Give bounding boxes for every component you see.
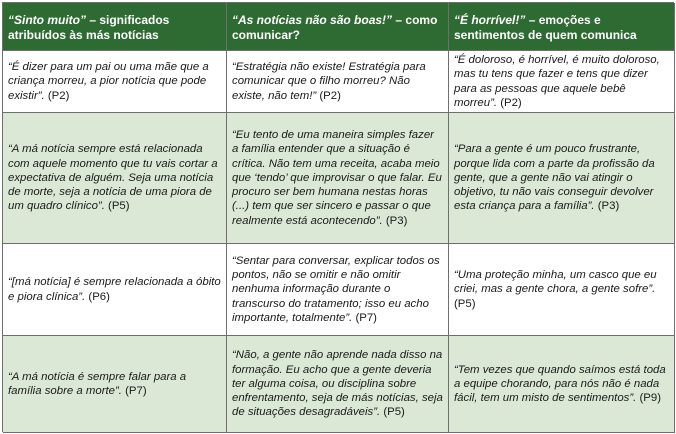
quote-text: “A má notícia sempre está relacionada com aquele momento que tu vais cortar a expectativa de alguém. Seja uma notícia de morte, seja a notícia de uma piora de um quadro clínico”. <box>8 143 218 213</box>
quote-text: “É dizer para um pai ou uma mãe que a criança morreu, a pior notícia que pode existir”. <box>8 61 209 102</box>
table-cell <box>3 113 227 244</box>
quote-text: “Estratégia não existe! Estratégia para comunicar que o filho morreu? Não existe, não tem!” <box>232 61 426 102</box>
quote-text: “É doloroso, é horrível, é muito doloroso, mas tu tens que fazer e tens que dizer para as pessoas que aquele bebê morreu”. <box>454 54 660 109</box>
table-cell <box>227 336 449 433</box>
table-cell <box>449 244 675 336</box>
table-cell <box>449 113 675 244</box>
quote-text: “Não, a gente não aprende nada disso na formação. Eu acho que a gente deveria ter alguma coisa, ou disciplina sobre enfrentamento, seja de más notícias, seja de situações desagradáveis”. <box>232 349 443 419</box>
table-cell <box>227 51 449 113</box>
quote-text: “Eu tento de uma maneira simples fazer a família entender que a situação é crítica. Não tem uma receita, acaba meio que ‘tendo’ que improvisar o que falar. Eu procuro ser bem humana nestas horas (...) tem que ser sincero e passar o que realmente está acontecendo”. <box>232 129 442 227</box>
participant-ref: (P9) <box>636 392 661 405</box>
header-rest: – como comunicar? <box>232 13 438 42</box>
quote-text: “Uma proteção minha, um casco que eu criei, mas a gente chora, a gente sofre”. <box>454 269 657 296</box>
header-rest: – significados atribuídos às más notícias <box>8 13 170 42</box>
participant-ref: (P5) <box>380 406 405 419</box>
participant-ref: (P2) <box>497 96 522 109</box>
table-cell <box>227 244 449 336</box>
participant-ref: (P2) <box>316 89 341 102</box>
header-lead: “As notícias não são boas!” <box>232 13 393 27</box>
participant-ref: (P5) <box>454 297 476 310</box>
table-cell <box>227 113 449 244</box>
header-cell-meanings <box>3 3 227 51</box>
header-lead: “É horrível!” <box>454 13 526 27</box>
participant-ref: (P5) <box>104 200 130 213</box>
participant-ref: (P2) <box>44 89 70 102</box>
table-cell <box>449 51 675 113</box>
table-cell <box>449 336 675 433</box>
header-cell-how-to-communicate <box>227 3 449 51</box>
participant-ref: (P3) <box>594 200 620 213</box>
header-cell-emotions <box>449 3 675 51</box>
header-rest: – emoções e sentimentos de quem comunica <box>454 13 637 42</box>
table-cell <box>3 51 227 113</box>
quote-text: “Para a gente é um pouco frustrante, porque lida com a parte da profissão da gente, que a gente não vai atingir o objetivo, tu não vais conseguir devolver esta criança para a família”. <box>454 143 655 213</box>
quote-text: “Tem vezes que quando saímos está toda a equipe chorando, para nós não é nada fácil, tem um misto de sentimentos”. <box>454 363 666 405</box>
header-lead: “Sinto muito” <box>8 13 86 27</box>
quote-text: “Sentar para conversar, explicar todos os pontos, não se omitir e não omitir nenhuma informação durante o transcurso do tratamento; isso eu acho importante, totalmente”. <box>232 254 440 324</box>
participant-ref: (P3) <box>382 214 408 227</box>
participant-ref: (P7) <box>121 385 147 397</box>
participant-ref: (P7) <box>352 311 377 324</box>
table-cell <box>3 244 227 336</box>
table-cell <box>3 336 227 433</box>
quote-text: “A má notícia é sempre falar para a família sobre a morte”. <box>8 370 187 397</box>
quote-text: “[má notícia] é sempre relacionada a óbito e piora clínica”. <box>8 276 221 303</box>
participant-ref: (P6) <box>85 290 110 303</box>
quotes-table <box>2 2 674 432</box>
